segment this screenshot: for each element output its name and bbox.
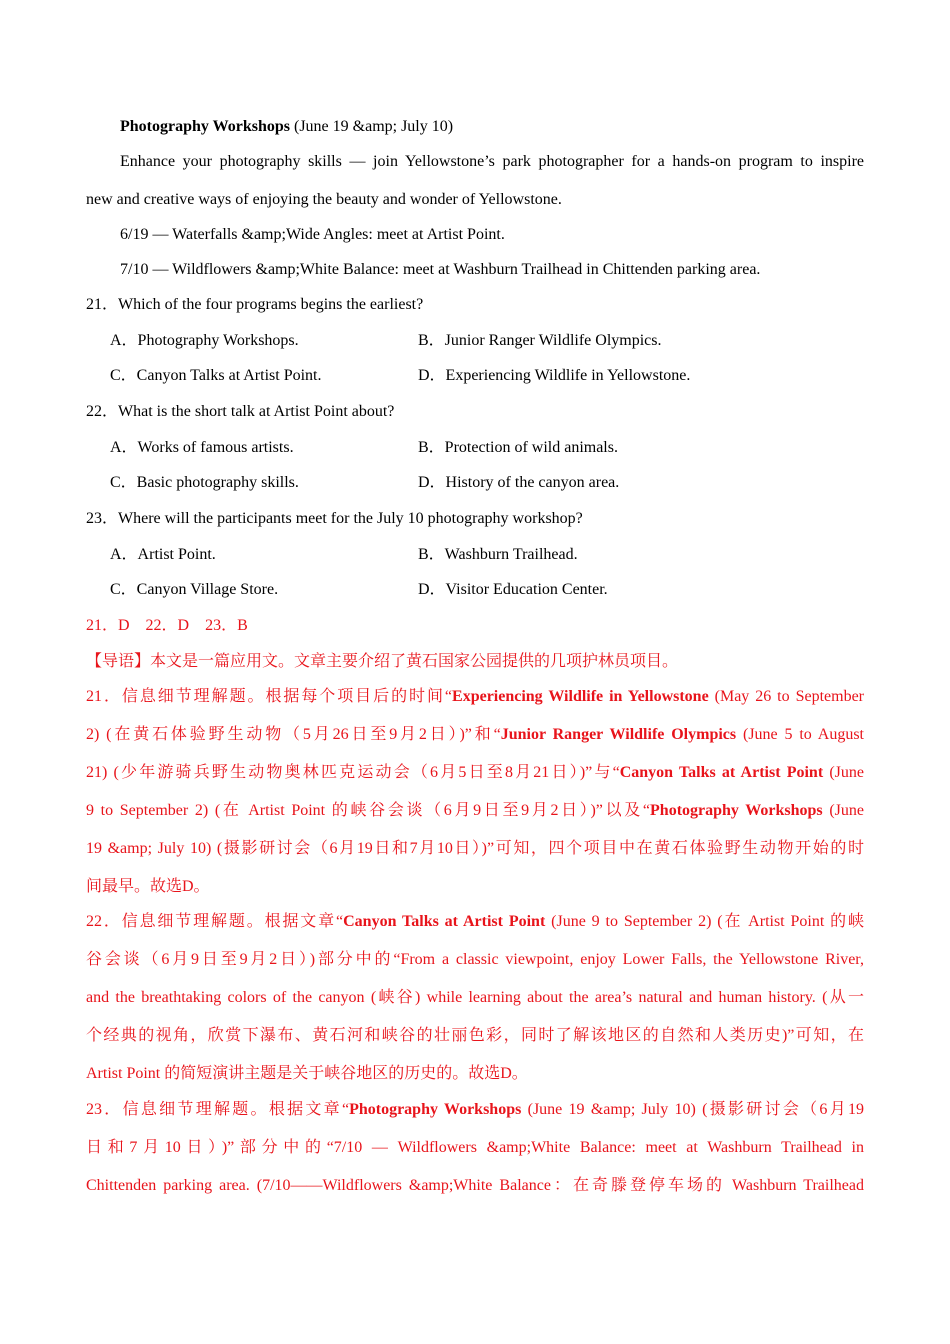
option: A．Works of famous artists. — [110, 439, 294, 456]
explanation-line — [86, 912, 864, 932]
option: C．Canyon Village Store. — [110, 581, 279, 598]
program-name: Canyon Talks at Artist Point — [619, 764, 824, 781]
program-name: Junior Ranger Wildlife Olympics — [500, 726, 737, 743]
option: B．Junior Ranger Wildlife Olympics. — [418, 332, 662, 349]
text: (June — [822, 802, 864, 819]
question-stem: 23．Where will the participants meet for the July 10 photography workshop? — [86, 510, 583, 527]
explanation-line — [86, 763, 864, 783]
passage-title: Photography Workshops — [120, 118, 290, 135]
passage-item: 6/19 — Waterfalls &amp;Wide Angles: meet at Artist Point. — [120, 226, 505, 243]
text: (May 26 to September — [708, 688, 864, 705]
explanation-line — [86, 687, 864, 707]
explanation-line: 19 &amp; July 10) (摄影研讨会（6月19日和7月10日）)”可知，四个项目中在黄石体验野生动物开始的时 — [86, 840, 864, 857]
program-name: Experiencing Wildlife in Yellowstone — [452, 688, 709, 705]
text: 2) (在黄石体验野生动物（5月26日至9月2日）)”和“ — [86, 726, 501, 743]
text: (June 5 to August — [736, 726, 864, 743]
text: 21．信息细节理解题。根据每个项目后的时间“ — [86, 688, 453, 705]
text: (June — [823, 764, 864, 781]
program-name: Photography Workshops — [650, 802, 823, 819]
text: (June 19 &amp; July 10) (摄影研讨会（6月19 — [521, 1101, 864, 1118]
option: D．History of the canyon area. — [418, 474, 620, 491]
program-name: Photography Workshops — [349, 1101, 522, 1118]
option: D．Visitor Education Center. — [418, 581, 608, 598]
explanation-line — [86, 801, 864, 821]
text: 23．信息细节理解题。根据文章“ — [86, 1101, 350, 1118]
answer-key: 21．D 22．D 23．B — [86, 617, 248, 634]
intro-text: 【导语】本文是一篇应用文。文章主要介绍了黄石国家公园提供的几项护林员项目。 — [86, 653, 679, 670]
explanation-line — [86, 725, 864, 745]
explanation-line: 日和7月10日）)”部分中的“7/10 — Wildflowers &amp;White Balance: meet at Washburn Trailhead in — [86, 1139, 864, 1156]
question-stem: 22．What is the short talk at Artist Point about? — [86, 403, 395, 420]
explanation-line: Artist Point 的简短演讲主题是关于峡谷地区的历史的。故选D。 — [86, 1065, 528, 1082]
option: D．Experiencing Wildlife in Yellowstone. — [418, 367, 691, 384]
passage-item: 7/10 — Wildflowers &amp;White Balance: meet at Washburn Trailhead in Chittenden parking area. — [120, 261, 761, 278]
text: (June 9 to September 2) (在 Artist Point 的峡 — [545, 913, 864, 930]
passage-body-line: Enhance your photography skills — join Yellowstone’s park photographer for a hands-on program to inspire — [120, 153, 864, 170]
text: 22．信息细节理解题。根据文章“ — [86, 913, 344, 930]
explanation-line: 个经典的视角，欣赏下瀑布、黄石河和峡谷的壮丽色彩，同时了解该地区的自然和人类历史)”可知，在 — [86, 1027, 864, 1044]
explanation-line: 谷会谈（6月9日至9月2日）)部分中的“From a classic viewpoint, enjoy Lower Falls, the Yellowstone River, — [86, 951, 864, 968]
passage-body-line: new and creative ways of enjoying the beauty and wonder of Yellowstone. — [86, 191, 562, 208]
passage-dates: (June 19 &amp; July 10) — [289, 118, 454, 135]
option: A．Artist Point. — [110, 546, 216, 563]
option: A．Photography Workshops. — [110, 332, 299, 349]
explanation-line: Chittenden parking area. (7/10——Wildflowers &amp;White Balance：在奇滕登停车场的 Washburn Trailhead — [86, 1177, 864, 1194]
text: 9 to September 2) (在 Artist Point 的峡谷会谈（6月9日至9月2日）)”以及“ — [86, 802, 651, 819]
option: B．Washburn Trailhead. — [418, 546, 578, 563]
program-name: Canyon Talks at Artist Point — [343, 913, 546, 930]
text: 21) (少年游骑兵野生动物奥林匹克运动会（6月5日至8月21日）)”与“ — [86, 764, 620, 781]
explanation-line: and the breathtaking colors of the canyon (峡谷) while learning about the area’s natural and human history. (从一 — [86, 989, 864, 1006]
passage-heading — [120, 117, 453, 137]
option: B．Protection of wild animals. — [418, 439, 618, 456]
explanation-line: 间最早。故选D。 — [86, 878, 210, 895]
option: C．Canyon Talks at Artist Point. — [110, 367, 322, 384]
explanation-line — [86, 1100, 864, 1120]
option: C．Basic photography skills. — [110, 474, 299, 491]
question-stem: 21．Which of the four programs begins the earliest? — [86, 296, 424, 313]
